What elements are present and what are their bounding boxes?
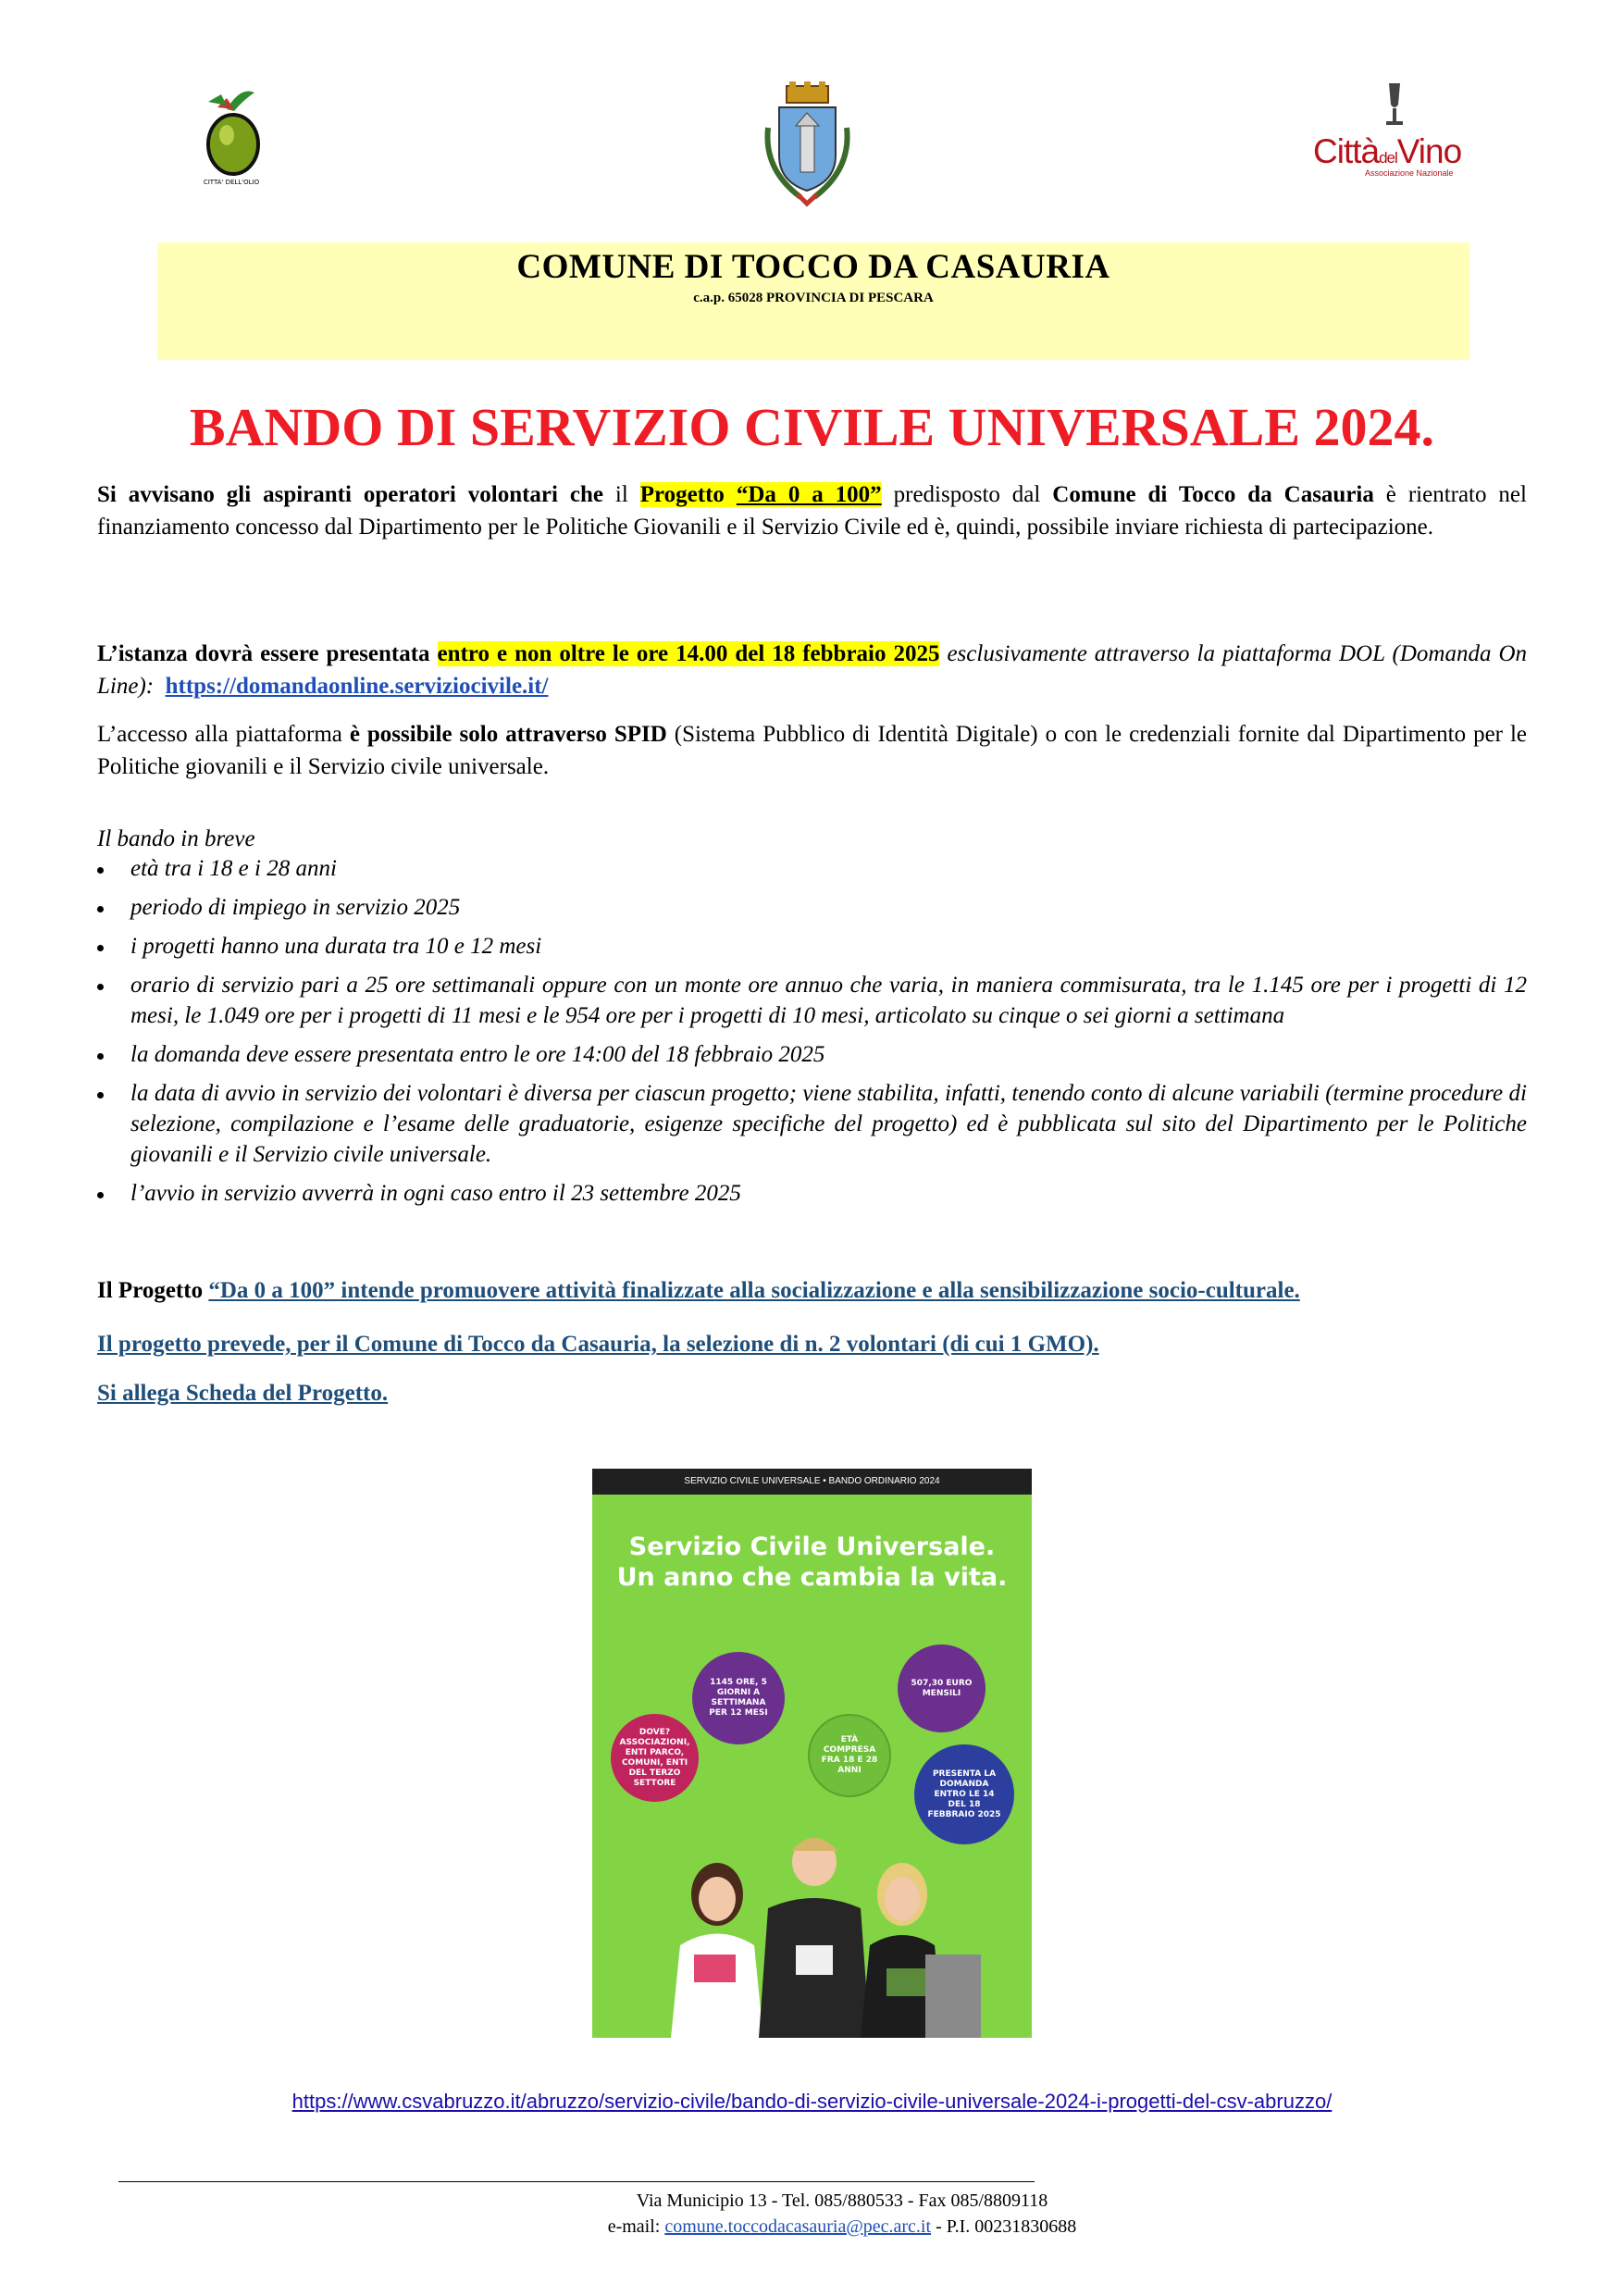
poster-circle-euro: 507,30 EURO MENSILI (898, 1644, 986, 1732)
poster-circle-hours: 1145 ORE, 5 GIORNI A SETTIMANA PER 12 MESI (692, 1652, 785, 1744)
poster-top-bar: SERVIZIO CIVILE UNIVERSALE • BANDO ORDINARIO 2024 (592, 1469, 1032, 1495)
list-item: i progetti hanno una durata tra 10 e 12 mesi (97, 931, 1527, 962)
poster-circle-where: DOVE? ASSOCIAZIONI, ENTI PARCO, COMUNI, ENTI DEL TERZO SETTORE (611, 1714, 699, 1802)
citta-olio-caption: CITTA' DELL'OLIO (203, 179, 260, 186)
summary-heading: Il bando in breve (97, 826, 255, 851)
attachment-note: Si allega Scheda del Progetto. (97, 1381, 389, 1406)
bullet-icon (97, 1092, 104, 1098)
footer-divider (118, 2181, 1035, 2182)
project-description: Il Progetto “Da 0 a 100” intende promuovere attività finalizzate alla socializzazione e alla sensibilizzazione socio-culturale. (97, 1278, 1300, 1303)
municipality-header (157, 242, 1469, 360)
municipality-name: COMUNE DI TOCCO DA CASAURIA (516, 248, 1110, 286)
poster-circle-deadline: PRESENTA LA DOMANDA ENTRO LE 14 DEL 18 FEBBRAIO 2025 (914, 1744, 1014, 1844)
deadline-paragraph: L’istanza dovrà essere presentata entro e non oltre le ore 14.00 del 18 febbraio 2025 esclusivamente attraverso la piattaforma DOL (Domanda On Line): https://domandaonline.serviziocivile.it/ (97, 641, 1528, 699)
bullet-icon (97, 867, 104, 874)
poster-headline: Servizio Civile Universale. Un anno che cambia la vita. (616, 1533, 1008, 1592)
bullet-icon (97, 1053, 104, 1060)
citta-del-vino-subtitle: Associazione Nazionale (1365, 168, 1454, 178)
selection-info: Il progetto prevede, per il Comune di Tocco da Casauria, la selezione di n. 2 volontari (di cui 1 GMO). (97, 1332, 1099, 1357)
list-item: la data di avvio in servizio dei volontari è diversa per ciascun progetto; viene stabilita, infatti, tenendo conto di alcune variabili (termine procedure di selezione, compilazione e l’esame delle graduatorie, esigenze specifiche del progetto) ed è pubblicata sul sito del Dipartimento per le Politiche giovanili e il Servizio civile universale. (97, 1078, 1527, 1170)
bullet-icon (97, 906, 104, 912)
list-item: l’avvio in servizio avverrà in ogni caso entro il 23 settembre 2025 (97, 1178, 1527, 1209)
project-name-highlight: “Da 0 a 100” (736, 482, 882, 507)
municipal-coat-of-arms (759, 81, 856, 211)
deadline-highlight: entro e non oltre le ore 14.00 del 18 febbraio 2025 (437, 641, 940, 666)
dol-platform-link[interactable]: https://domandaonline.serviziocivile.it/ (165, 674, 549, 699)
citta-del-vino-wordmark: CittàdelVino (1313, 132, 1462, 170)
pec-email-link[interactable]: comune.toccodacasauria@pec.arc.it (664, 2216, 932, 2237)
footer-address: Via Municipio 13 - Tel. 085/880533 - Fax 085/8809118 (636, 2191, 1048, 2211)
poster-students-illustration (592, 1806, 1032, 2038)
bullet-icon (97, 945, 104, 951)
list-item: la domanda deve essere presentata entro le ore 14:00 del 18 febbraio 2025 (97, 1039, 1527, 1070)
scu-promo-poster (592, 1469, 1032, 2038)
summary-list (97, 853, 1527, 1217)
list-item: periodo di impiego in servizio 2025 (97, 892, 1527, 923)
list-item: età tra i 18 e i 28 anni (97, 853, 1527, 884)
announcement-title: BANDO DI SERVIZIO CIVILE UNIVERSALE 2024. (189, 397, 1435, 457)
citta-del-vino-logo (1309, 79, 1476, 185)
bullet-icon (97, 984, 104, 990)
poster-circle-age: ETÀ COMPRESA FRA 18 E 28 ANNI (808, 1714, 891, 1797)
municipality-postal-info: c.a.p. 65028 PROVINCIA DI PESCARA (693, 291, 934, 305)
bullet-icon (97, 1192, 104, 1198)
csv-abruzzo-link[interactable]: https://www.csvabruzzo.it/abruzzo/servizio-civile/bando-di-servizio-civile-universale-2024-i-progetti-del-csv-abruzzo/ (291, 2090, 1333, 2113)
spid-access-paragraph: L’accesso alla piattaforma è possibile solo attraverso SPID (Sistema Pubblico di Identità Digitale) o con le credenziali fornite dal Dipartimento per le Politiche giovanili e il Servizio civile universale. (97, 722, 1528, 779)
footer-contact: e-mail: comune.toccodacasauria@pec.arc.it - P.I. 00231830688 (607, 2216, 1077, 2237)
citta-olio-logo (190, 81, 273, 192)
list-item: orario di servizio pari a 25 ore settimanali oppure con un monte ore annuo che varia, in maniera commisurata, tra le 1.145 ore per i progetti di 12 mesi, le 1.049 ore per i progetti di 11 mesi e le 954 ore per i progetti di 10 mesi, articolato su cinque o sei giorni a settimana (97, 970, 1527, 1031)
intro-paragraph: Si avvisano gli aspiranti operatori volontari che il Progetto “Da 0 a 100” predisposto dal Comune di Tocco da Casauria è rientrato nel finanziamento concesso dal Dipartimento per le Politiche Giovanili e il Servizio Civile ed è, quindi, possibile inviare richiesta di partecipazione. (97, 482, 1527, 540)
